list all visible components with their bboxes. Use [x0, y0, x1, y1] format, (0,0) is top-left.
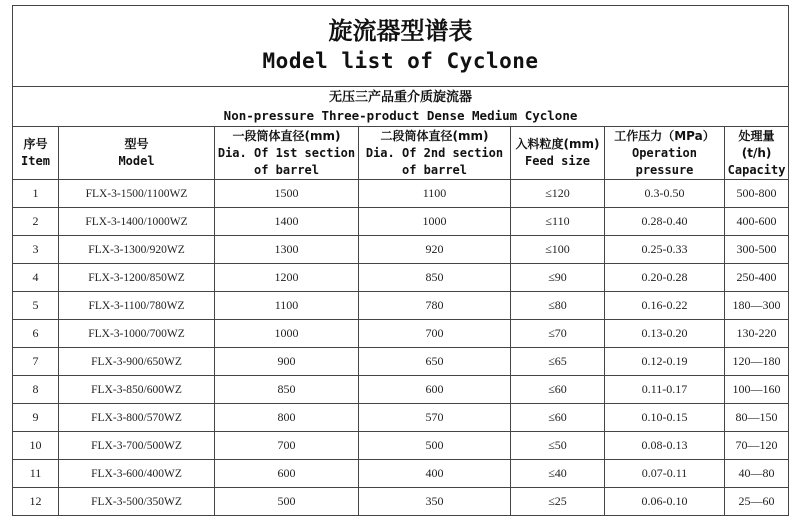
cell-capacity: 130-220 — [725, 320, 789, 348]
cell-dia-second: 650 — [359, 348, 511, 376]
header-dia-first-en: Dia. Of 1st section of barrel — [217, 145, 356, 177]
cell-model: FLX-3-1100/780WZ — [59, 292, 215, 320]
table-row — [13, 460, 789, 488]
cell-pressure: 0.25-0.33 — [605, 236, 725, 264]
cell-capacity: 80—150 — [725, 404, 789, 432]
cell-capacity: 250-400 — [725, 264, 789, 292]
cell-feed-size: ≤50 — [511, 432, 605, 460]
model-list-table — [12, 5, 789, 516]
cell-item: 12 — [13, 488, 59, 516]
cell-item: 9 — [13, 404, 59, 432]
cell-item: 2 — [13, 208, 59, 236]
cell-model: FLX-3-1400/1000WZ — [59, 208, 215, 236]
cell-feed-size: ≤60 — [511, 376, 605, 404]
cell-feed-size: ≤110 — [511, 208, 605, 236]
subtitle-chinese: 无压三产品重介质旋流器 — [329, 89, 473, 105]
cell-dia-second: 780 — [359, 292, 511, 320]
cell-pressure: 0.07-0.11 — [605, 460, 725, 488]
header-item-en: Item — [21, 154, 50, 168]
cell-feed-size: ≤90 — [511, 264, 605, 292]
header-feed-size — [511, 127, 605, 180]
cell-dia-first: 1000 — [215, 320, 359, 348]
header-dia-first — [215, 127, 359, 180]
table-row — [13, 404, 789, 432]
header-model-en: Model — [118, 154, 155, 168]
cell-pressure: 0.20-0.28 — [605, 264, 725, 292]
subtitle-english: Non-pressure Three-product Dense Medium Cyclone — [223, 107, 578, 123]
cell-capacity: 500-800 — [725, 180, 789, 208]
cell-model: FLX-3-1300/920WZ — [59, 236, 215, 264]
table-row — [13, 320, 789, 348]
cell-feed-size: ≤40 — [511, 460, 605, 488]
cell-model: FLX-3-850/600WZ — [59, 376, 215, 404]
table-row — [13, 264, 789, 292]
table-row — [13, 208, 789, 236]
cell-dia-first: 500 — [215, 488, 359, 516]
table-row — [13, 180, 789, 208]
cell-feed-size: ≤65 — [511, 348, 605, 376]
cell-model: FLX-3-500/350WZ — [59, 488, 215, 516]
cell-capacity: 400-600 — [725, 208, 789, 236]
cell-feed-size: ≤60 — [511, 404, 605, 432]
table-row — [13, 348, 789, 376]
cell-dia-first: 1200 — [215, 264, 359, 292]
cell-model: FLX-3-1000/700WZ — [59, 320, 215, 348]
cell-capacity: 120—180 — [725, 348, 789, 376]
cell-dia-first: 600 — [215, 460, 359, 488]
cell-dia-second: 920 — [359, 236, 511, 264]
cell-dia-second: 600 — [359, 376, 511, 404]
title-english: Model list of Cyclone — [262, 49, 539, 73]
header-dia-second-cn: 二段筒体直径(mm) — [380, 128, 489, 143]
cell-dia-second: 570 — [359, 404, 511, 432]
table-row — [13, 488, 789, 516]
table-row — [13, 236, 789, 264]
cell-dia-first: 1500 — [215, 180, 359, 208]
header-feed-size-cn: 入料粒度(mm) — [515, 137, 600, 151]
cell-model: FLX-3-900/650WZ — [59, 348, 215, 376]
header-item-cn: 序号 — [23, 137, 48, 151]
header-feed-size-en: Feed size — [524, 154, 591, 168]
cell-dia-second: 400 — [359, 460, 511, 488]
cyclone-model-sheet — [12, 5, 788, 516]
cell-pressure: 0.11-0.17 — [605, 376, 725, 404]
cell-item: 1 — [13, 180, 59, 208]
cell-pressure: 0.06-0.10 — [605, 488, 725, 516]
cell-dia-second: 500 — [359, 432, 511, 460]
cell-item: 4 — [13, 264, 59, 292]
cell-dia-first: 800 — [215, 404, 359, 432]
cell-capacity: 40—80 — [725, 460, 789, 488]
cell-capacity: 300-500 — [725, 236, 789, 264]
cell-dia-second: 850 — [359, 264, 511, 292]
cell-dia-second: 350 — [359, 488, 511, 516]
cell-capacity: 100—160 — [725, 376, 789, 404]
cell-feed-size: ≤80 — [511, 292, 605, 320]
header-row — [13, 127, 789, 180]
cell-dia-first: 1100 — [215, 292, 359, 320]
cell-item: 3 — [13, 236, 59, 264]
table-row — [13, 432, 789, 460]
cell-item: 7 — [13, 348, 59, 376]
cell-item: 8 — [13, 376, 59, 404]
header-pressure — [605, 127, 725, 180]
cell-feed-size: ≤120 — [511, 180, 605, 208]
cell-model: FLX-3-800/570WZ — [59, 404, 215, 432]
header-pressure-en: Operation pressure — [631, 145, 698, 177]
cell-dia-first: 900 — [215, 348, 359, 376]
cell-feed-size: ≤70 — [511, 320, 605, 348]
table-row — [13, 376, 789, 404]
cell-capacity: 70—120 — [725, 432, 789, 460]
cell-model: FLX-3-1200/850WZ — [59, 264, 215, 292]
cell-pressure: 0.10-0.15 — [605, 404, 725, 432]
header-capacity-cn: 处理量 (t/h) — [738, 128, 775, 160]
header-model-cn: 型号 — [124, 137, 149, 151]
table-row — [13, 292, 789, 320]
cell-pressure: 0.13-0.20 — [605, 320, 725, 348]
cell-dia-first: 1400 — [215, 208, 359, 236]
header-item — [13, 127, 59, 180]
table-body — [13, 6, 789, 516]
header-dia-first-cn: 一段筒体直径(mm) — [232, 128, 341, 143]
cell-feed-size: ≤25 — [511, 488, 605, 516]
title-cell — [13, 6, 789, 87]
cell-item: 10 — [13, 432, 59, 460]
header-dia-second-en: Dia. Of 2nd section of barrel — [365, 145, 504, 177]
header-dia-second — [359, 127, 511, 180]
header-capacity — [725, 127, 789, 180]
cell-item: 5 — [13, 292, 59, 320]
cell-pressure: 0.16-0.22 — [605, 292, 725, 320]
cell-feed-size: ≤100 — [511, 236, 605, 264]
cell-dia-first: 850 — [215, 376, 359, 404]
cell-dia-first: 700 — [215, 432, 359, 460]
cell-model: FLX-3-600/400WZ — [59, 460, 215, 488]
cell-model: FLX-3-700/500WZ — [59, 432, 215, 460]
cell-model: FLX-3-1500/1100WZ — [59, 180, 215, 208]
cell-pressure: 0.3-0.50 — [605, 180, 725, 208]
cell-dia-second: 1100 — [359, 180, 511, 208]
header-capacity-en: Capacity — [727, 162, 786, 177]
header-pressure-cn: 工作压力（MPa） — [614, 128, 715, 143]
cell-capacity: 180—300 — [725, 292, 789, 320]
title-chinese: 旋流器型谱表 — [328, 17, 473, 45]
cell-dia-second: 700 — [359, 320, 511, 348]
cell-capacity: 25—60 — [725, 488, 789, 516]
cell-pressure: 0.12-0.19 — [605, 348, 725, 376]
header-model — [59, 127, 215, 180]
cell-pressure: 0.28-0.40 — [605, 208, 725, 236]
subtitle-cell — [13, 87, 789, 127]
cell-dia-first: 1300 — [215, 236, 359, 264]
cell-item: 6 — [13, 320, 59, 348]
cell-item: 11 — [13, 460, 59, 488]
cell-pressure: 0.08-0.13 — [605, 432, 725, 460]
cell-dia-second: 1000 — [359, 208, 511, 236]
